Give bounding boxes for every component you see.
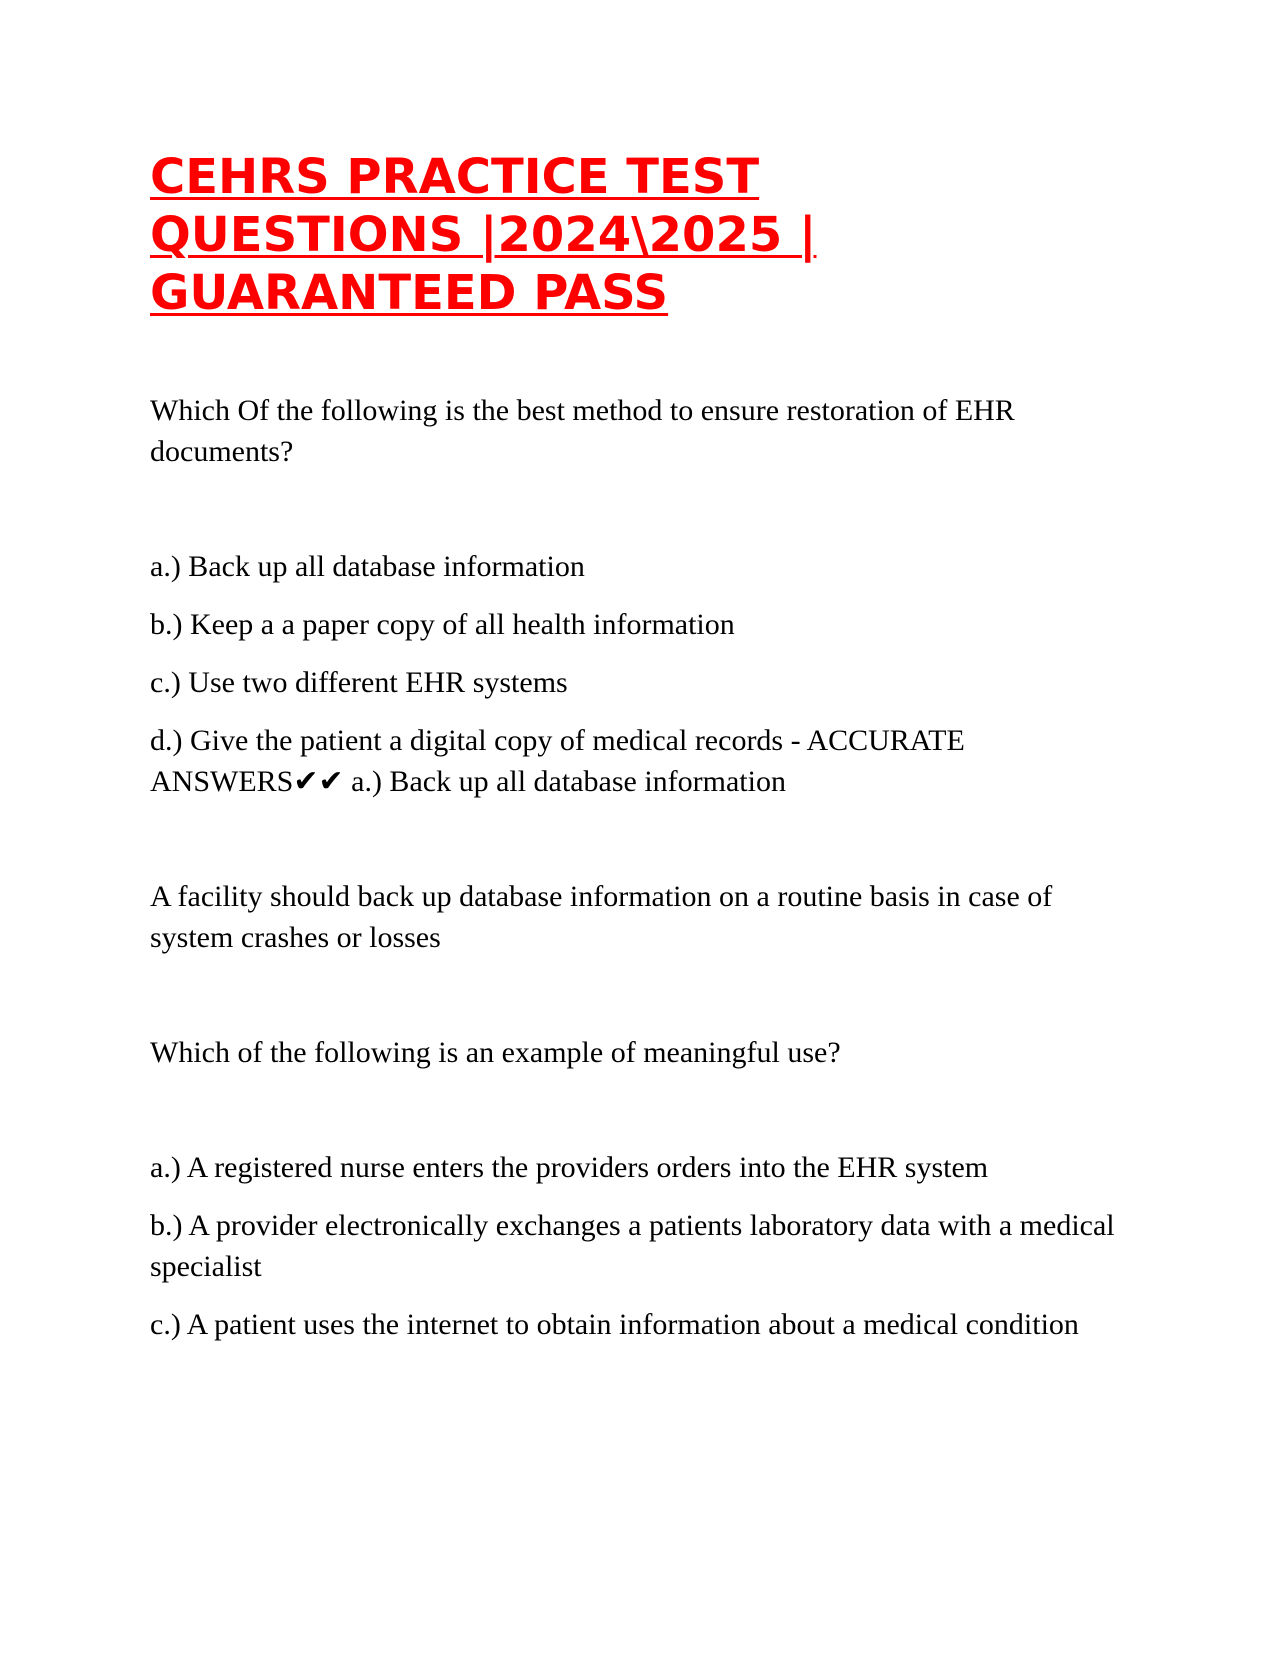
question-2-options: [150, 1147, 1130, 1345]
document-title: CEHRS PRACTICE TEST QUESTIONS |2024\2025 | GUARANTEED PASS: [150, 149, 817, 321]
question-2-option-a: a.) A registered nurse enters the providers orders into the EHR system: [150, 1151, 989, 1184]
question-2-option-c: c.) A patient uses the internet to obtain information about a medical condition: [150, 1308, 1079, 1341]
question-1-explanation: A facility should back up database information on a routine basis in case of system crashes or losses: [150, 880, 1053, 954]
question-1-option-c: c.) Use two different EHR systems: [150, 666, 568, 699]
question-1-options: [150, 546, 1130, 802]
question-1-option-b: b.) Keep a a paper copy of all health information: [150, 608, 735, 641]
question-2-option-b: b.) A provider electronically exchanges a patients laboratory data with a medical specialist: [150, 1209, 1115, 1283]
question-1-option-d-answer: d.) Give the patient a digital copy of medical records - ACCURATE ANSWERS✔✔ a.) Back up all database information: [150, 724, 965, 798]
question-1-text: Which Of the following is the best method to ensure restoration of EHR documents?: [150, 394, 1015, 468]
question-2-text: Which of the following is an example of meaningful use?: [150, 1036, 841, 1069]
question-1-option-a: a.) Back up all database information: [150, 550, 585, 583]
document-page: [150, 148, 1130, 1345]
